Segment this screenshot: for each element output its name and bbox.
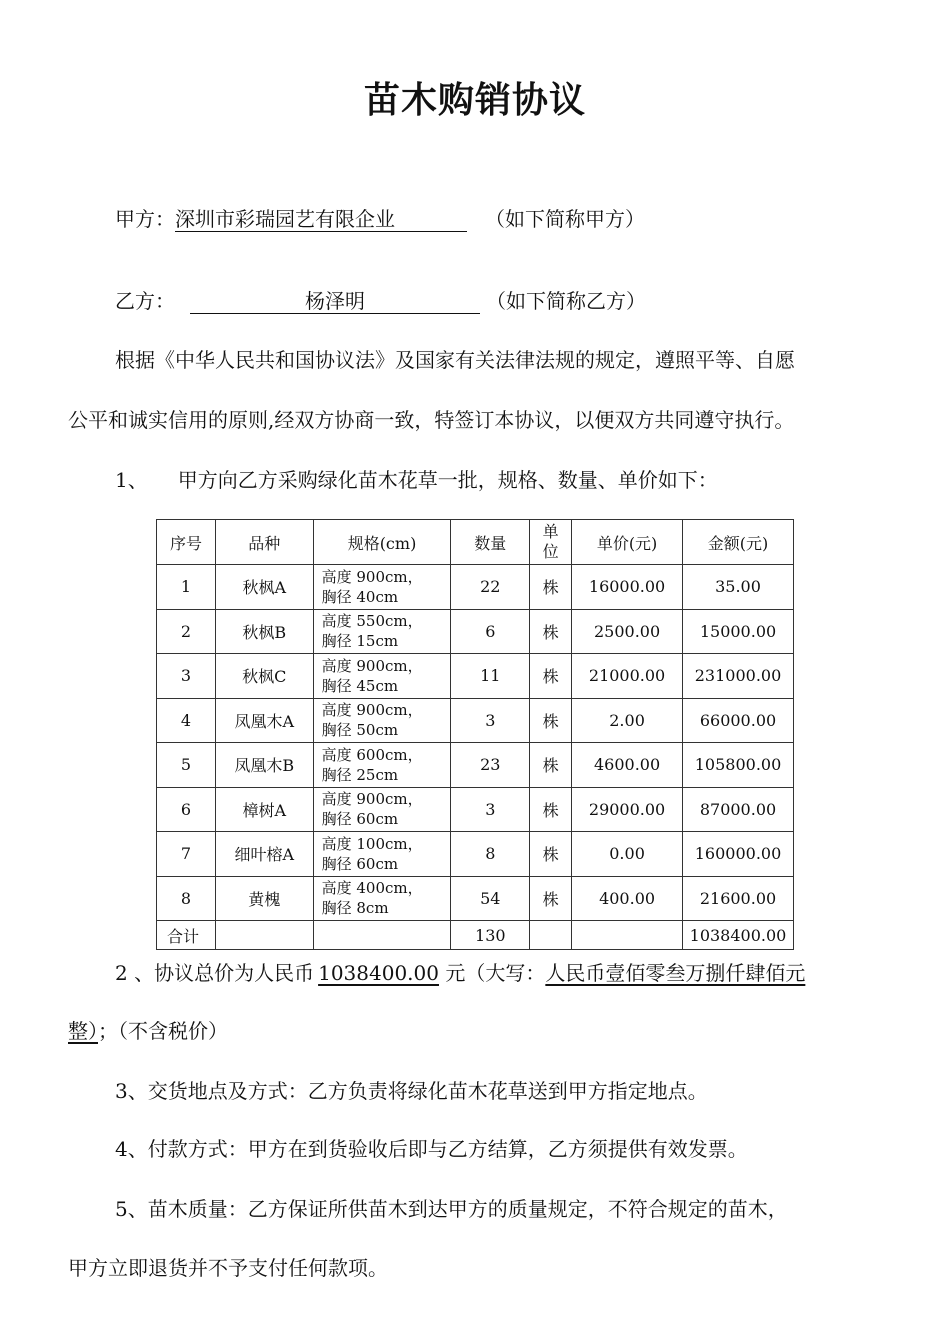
header-spec: 规格(cm) [313, 520, 451, 565]
table-row [157, 609, 794, 654]
total-empty-spec [313, 921, 451, 950]
table-row [157, 832, 794, 877]
spec-height: 高度 900cm， [321, 701, 423, 720]
spec-height: 高度 900cm， [321, 790, 423, 809]
cell-no: 4 [157, 698, 216, 743]
party-b-name: 杨泽明 [190, 289, 480, 314]
clause-2-middle: 元（大写： [438, 961, 546, 985]
total-label: 合计 [157, 921, 216, 950]
table-row [157, 565, 794, 610]
spec-diameter: 胸径 60cm [321, 810, 399, 829]
clause-4: 4、付款方式：甲方在到货验收后即与乙方结算，乙方须提供有效发票。 [115, 1137, 748, 1161]
clause-1-text: 甲方向乙方采购绿化苗木花草一批，规格、数量、单价如下： [177, 468, 718, 492]
total-amount: 1038400.00 [683, 921, 794, 950]
preamble-line-2: 公平和诚实信用的原则,经双方协商一致，特签订本协议，以便双方共同遵守执行。 [68, 408, 795, 432]
cell-amount: 15000.00 [683, 609, 794, 654]
cell-name: 黄槐 [215, 876, 313, 921]
goods-table-body [157, 520, 794, 950]
clause-2-line-1 [115, 957, 805, 986]
table-row [157, 743, 794, 788]
cell-no: 3 [157, 654, 216, 699]
cell-amount: 66000.00 [683, 698, 794, 743]
cell-price: 29000.00 [572, 787, 683, 832]
clause-2-capital-amount: 人民币壹佰零叁万捌仟肆佰元 [545, 961, 806, 985]
cell-spec [313, 654, 451, 699]
goods-table [156, 519, 794, 950]
spec-diameter: 胸径 40cm [321, 587, 399, 606]
clause-2-amount: 1038400.00 [318, 961, 439, 985]
cell-name: 秋枫A [215, 565, 313, 610]
table-row [157, 654, 794, 699]
cell-price: 4600.00 [572, 743, 683, 788]
document-title: 苗木购销协议 [363, 80, 586, 121]
party-b-line [115, 285, 646, 314]
cell-unit: 株 [530, 609, 572, 654]
spec-height: 高度 400cm， [321, 879, 423, 898]
total-empty-price [572, 921, 683, 950]
cell-amount: 160000.00 [683, 832, 794, 877]
cell-no: 2 [157, 609, 216, 654]
cell-amount: 105800.00 [683, 743, 794, 788]
clause-2-tail: ；（不含税价） [98, 1019, 228, 1043]
cell-spec [313, 876, 451, 921]
total-qty: 130 [451, 921, 530, 950]
header-qty: 数量 [451, 520, 530, 565]
total-empty-unit [530, 921, 572, 950]
cell-name: 细叶榕A [215, 832, 313, 877]
cell-no: 1 [157, 565, 216, 610]
party-a-line [115, 203, 645, 232]
cell-unit: 株 [530, 787, 572, 832]
cell-qty: 54 [451, 876, 530, 921]
preamble-line-1: 根据《中华人民共和国协议法》及国家有关法律法规的规定，遵照平等、自愿 [115, 348, 795, 372]
cell-amount: 35.00 [683, 565, 794, 610]
table-row [157, 698, 794, 743]
cell-price: 2500.00 [572, 609, 683, 654]
party-b-label: 乙方： [115, 289, 175, 313]
table-header-row [157, 520, 794, 565]
header-unit: 单 位 [530, 520, 572, 565]
cell-qty: 3 [451, 787, 530, 832]
cell-price: 0.00 [572, 832, 683, 877]
clause-2-capital-amount-end: 整） [68, 1019, 98, 1043]
cell-price: 16000.00 [572, 565, 683, 610]
spec-height: 高度 600cm， [321, 745, 423, 764]
table-row [157, 787, 794, 832]
cell-price: 400.00 [572, 876, 683, 921]
cell-spec [313, 832, 451, 877]
spec-diameter: 胸径 25cm [321, 765, 399, 784]
header-amount: 金额(元) [683, 520, 794, 565]
party-a-suffix: （如下简称甲方） [485, 207, 645, 231]
cell-amount: 21600.00 [683, 876, 794, 921]
cell-no: 5 [157, 743, 216, 788]
cell-amount: 87000.00 [683, 787, 794, 832]
cell-unit: 株 [530, 654, 572, 699]
cell-qty: 22 [451, 565, 530, 610]
party-a-label: 甲方： [115, 207, 175, 231]
cell-spec [313, 743, 451, 788]
cell-qty: 11 [451, 654, 530, 699]
cell-qty: 3 [451, 698, 530, 743]
spec-height: 高度 900cm， [321, 567, 423, 586]
spec-diameter: 胸径 15cm [321, 632, 399, 651]
cell-name: 樟树A [215, 787, 313, 832]
party-b-suffix: （如下简称乙方） [486, 289, 646, 313]
table-row [157, 876, 794, 921]
cell-spec [313, 565, 451, 610]
cell-no: 6 [157, 787, 216, 832]
spec-diameter: 胸径 45cm [321, 676, 399, 695]
cell-unit: 株 [530, 743, 572, 788]
spec-diameter: 胸径 50cm [321, 721, 399, 740]
cell-price: 21000.00 [572, 654, 683, 699]
cell-qty: 23 [451, 743, 530, 788]
clause-1-number: 1、 [115, 468, 148, 492]
cell-spec [313, 698, 451, 743]
cell-no: 7 [157, 832, 216, 877]
cell-price: 2.00 [572, 698, 683, 743]
cell-name: 凤凰木B [215, 743, 313, 788]
spec-height: 高度 900cm， [321, 656, 423, 675]
spec-diameter: 胸径 60cm [321, 854, 399, 873]
clause-5-line-1: 5、苗木质量：乙方保证所供苗木到达甲方的质量规定，不符合规定的苗木， [115, 1197, 788, 1221]
cell-spec [313, 787, 451, 832]
clause-2-prefix: 2 、协议总价为人民币 [115, 961, 315, 985]
party-a-name: 深圳市彩瑞园艺有限企业 [175, 207, 467, 232]
cell-spec [313, 609, 451, 654]
spec-height: 高度 550cm， [321, 612, 423, 631]
cell-unit: 株 [530, 565, 572, 610]
header-no: 序号 [157, 520, 216, 565]
cell-no: 8 [157, 876, 216, 921]
clause-1 [115, 464, 718, 493]
table-total-row [157, 921, 794, 950]
cell-name: 凤凰木A [215, 698, 313, 743]
header-price: 单价(元) [572, 520, 683, 565]
spec-diameter: 胸径 8cm [321, 899, 389, 918]
cell-unit: 株 [530, 876, 572, 921]
cell-unit: 株 [530, 698, 572, 743]
cell-name: 秋枫B [215, 609, 313, 654]
clause-2-line-2 [68, 1015, 228, 1044]
spec-height: 高度 100cm， [321, 834, 423, 853]
cell-qty: 6 [451, 609, 530, 654]
cell-qty: 8 [451, 832, 530, 877]
cell-unit: 株 [530, 832, 572, 877]
cell-amount: 231000.00 [683, 654, 794, 699]
total-empty-name [215, 921, 313, 950]
clause-3: 3、交货地点及方式：乙方负责将绿化苗木花草送到甲方指定地点。 [115, 1079, 708, 1103]
clause-5-line-2: 甲方立即退货并不予支付任何款项。 [68, 1256, 388, 1280]
cell-name: 秋枫C [215, 654, 313, 699]
header-name: 品种 [215, 520, 313, 565]
